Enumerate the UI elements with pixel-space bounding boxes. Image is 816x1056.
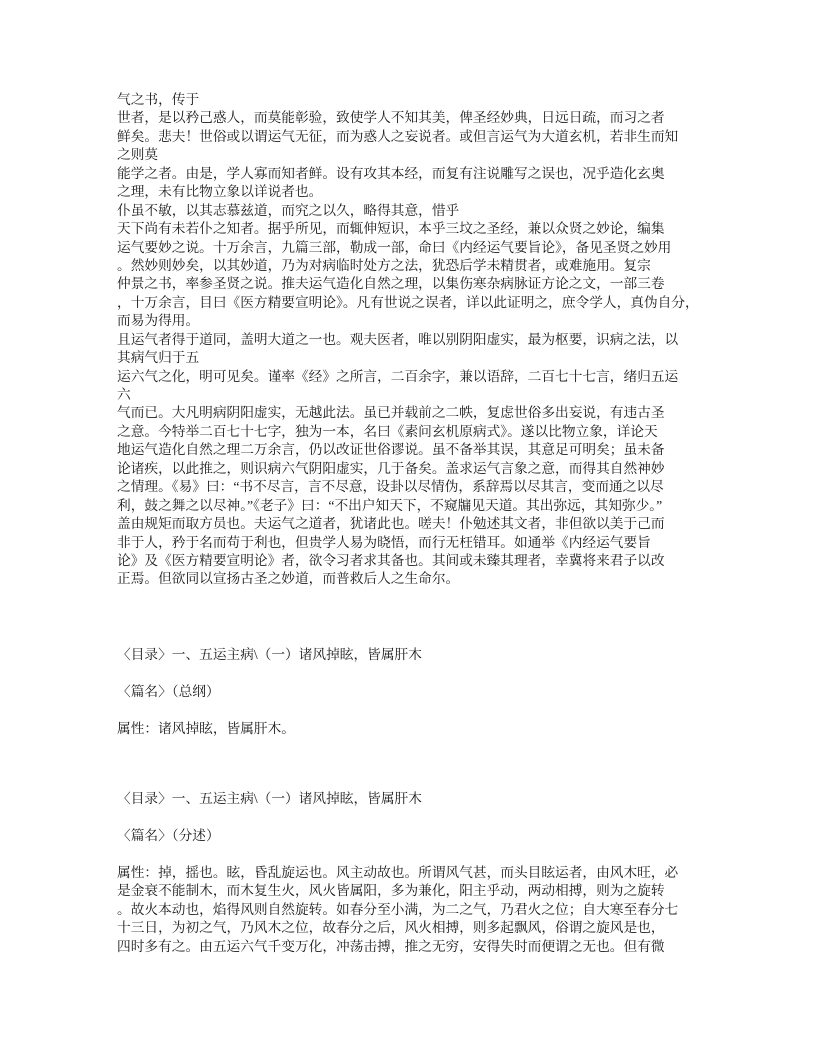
text-line: 之则莫 — [117, 147, 159, 163]
text-line: 世者，是以矜己惑人，而莫能彰验，致使学人不知其美，俾圣经妙典，日远日疏，而习之者 — [117, 110, 665, 126]
text-line: 盖由规矩而取方员也。夫运气之道者，犹诸此也。嗟夫！仆勉述其文者，非但欲以美于己而 — [117, 516, 665, 532]
section-toc-line: 〈目录〉一、五运主病\（一）诸风掉眩，皆属肝木 — [117, 791, 422, 806]
section-title-line: 〈篇名〉（总纲） — [117, 683, 220, 699]
text-line: 天下尚有未若仆之知者。据乎所见，而辄伸短识，本乎三坟之圣经，兼以众贤之妙论，编集 — [117, 221, 665, 237]
text-line: 六 — [117, 387, 131, 402]
text-line: 利，鼓之舞之以尽神。”《老子》曰：“不出户知天下，不窥牖见天道。其出弥远，其知弥少。” — [117, 497, 663, 513]
section-toc-line: 〈目录〉一、五运主病\（一）诸风掉眩，皆属肝木 — [117, 647, 422, 662]
text-line: 运六气之化，明可见矣。谨率《经》之所言，二百余字，兼以语辞，二百七十七言，绪归五运 — [117, 368, 679, 384]
text-line: 能学之者。由是，学人寡而知者鲜。设有攻其本经，而复有注说雕写之误也，况乎造化玄奥 — [117, 165, 665, 181]
text-line: 正焉。但欲同以宣扬古圣之妙道，而普救后人之生命尔。 — [117, 571, 460, 587]
text-line: 十三日，为初之气，乃风木之位，故春分之后，风火相搏，则多起飘风，俗谓之旋风是也， — [117, 920, 665, 936]
text-line: 论诸疾，以此推之，则识病六气阴阳虚实，几于备矣。盖求运气言象之意，而得其自然神妙 — [117, 460, 665, 476]
text-line: 且运气者得于道同，盖明大道之一也。观夫医者，唯以别阴阳虚实，最为枢要，识病之法，以 — [117, 331, 679, 347]
section-block-general — [117, 646, 422, 738]
text-line: 地运气造化自然之理二万余言，仍以改证世俗谬说。虽不备举其误，其意足可明矣；虽未备 — [117, 442, 665, 458]
text-line: 仲景之书，率参圣贤之说。推夫运气造化自然之理，以集伤寒杂病脉证方论之文，一部三卷 — [117, 276, 665, 292]
text-line: 其病气归于五 — [117, 350, 200, 366]
text-line: 属性：诸风掉眩，皆属肝木。 — [117, 720, 295, 736]
text-line: 属性：掉，摇也。眩，昏乱旋运也。风主动故也。所谓风气甚，而头目眩运者，由风木旺，必 — [117, 864, 679, 880]
text-line: 论》及《医方精要宣明论》者，欲令习者求其备也。其间或未臻其理者，幸冀将来君子以改 — [117, 552, 665, 568]
text-line: 非于人，矜于名而苟于利也，但贵学人易为晓悟，而行无枉错耳。如通举《内经运气要旨 — [117, 534, 651, 550]
text-line: 气而已。大凡明病阴阳虚实，无越此法。虽已并载前之二帙，复虑世俗多出妄说，有违古圣 — [117, 405, 665, 421]
text-line: 。故火本动也，焰得风则自然旋转。如春分至小满，为二之气，乃君火之位；自大寒至春分七 — [117, 901, 679, 917]
text-line: 是金衰不能制木，而木复生火，风火皆属阳，多为兼化，阳主乎动，两动相搏，则为之旋转 — [117, 883, 665, 899]
text-line: 运气要妙之说。十万余言，九篇三部，勒成一部，命曰《内经运气要旨论》，备见圣贤之妙用 — [117, 239, 672, 255]
text-line: 鲜矣。悲夫！世俗或以谓运气无征，而为惑人之妄说者。或但言运气为大道玄机，若非生而知 — [117, 128, 679, 144]
text-line: ，十万余言，目曰《医方精要宣明论》。凡有世说之误者，详以此证明之，庶令学人，真伪自分， — [117, 294, 699, 310]
text-line: 。然妙则妙矣，以其妙道，乃为对病临时处方之法，犹恐后学未精贯者，或难施用。复宗 — [117, 257, 651, 273]
text-line: 四时多有之。由五运六气千变万化，冲荡击搏，推之无穷，安得失时而便谓之无也。但有微 — [117, 938, 665, 954]
text-line: 气之书，传于 — [117, 92, 200, 107]
text-line: 而易为得用。 — [117, 313, 200, 329]
section-block-detail — [117, 790, 678, 956]
text-line: 仆虽不敏，以其志慕兹道，而究之以久，略得其意，惜乎 — [117, 202, 460, 218]
text-line: 之情理。《易》曰：“书不尽言，言不尽意，设卦以尽情伪，系辞焉以尽其言，变而通之以尽 — [117, 479, 664, 495]
section-body — [117, 864, 678, 956]
preface-text — [117, 91, 699, 589]
text-line: 之理，未有比物立象以详说者也。 — [117, 184, 323, 200]
section-title-line: 〈篇名〉（分述） — [117, 827, 220, 843]
section-body — [117, 720, 422, 738]
text-line: 之意。今特举二百七十七字，独为一本，名曰《素问玄机原病式》。遂以比物立象，详论天 — [117, 423, 658, 439]
